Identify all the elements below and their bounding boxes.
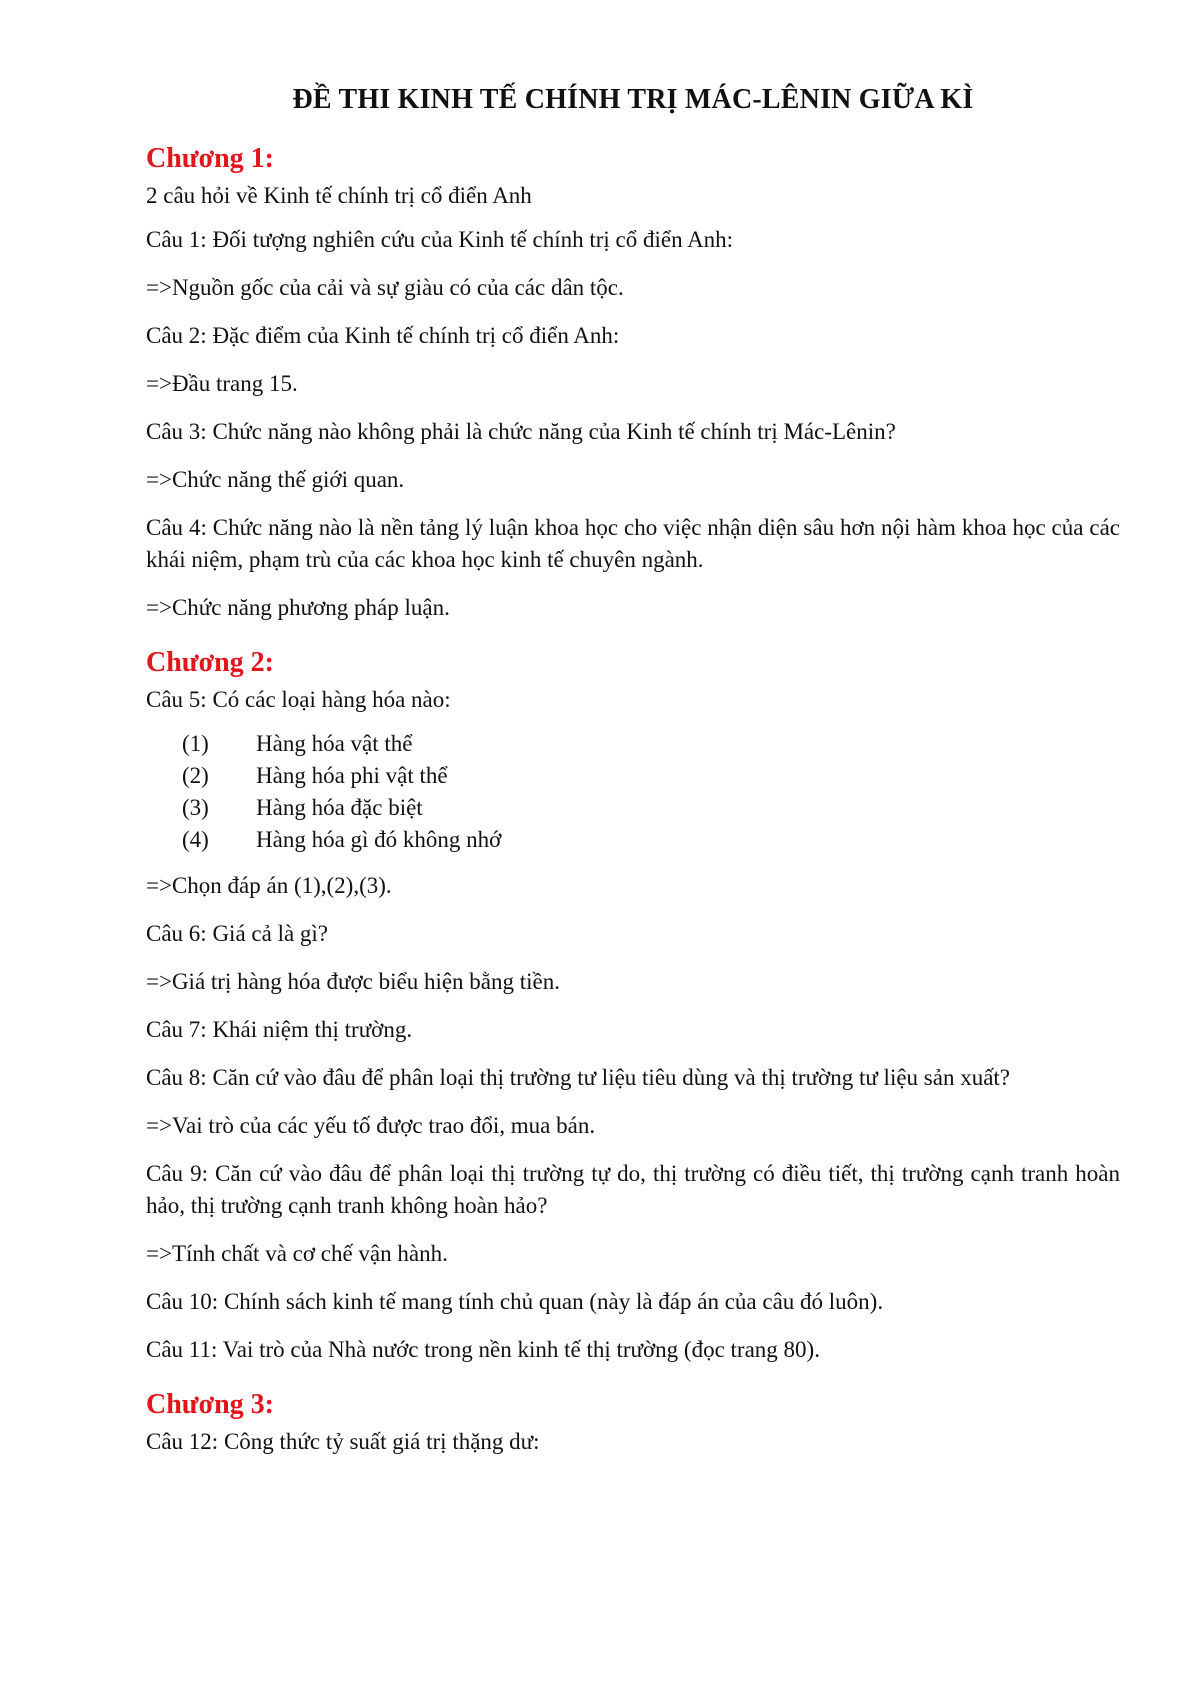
question: Câu 9: Căn cứ vào đâu để phân loại thị trường tự do, thị trường có điều tiết, thị trường cạnh tranh hoàn hảo, thị trường cạnh tranh không hoàn hảo? <box>146 1161 1120 1218</box>
question: Câu 11: Vai trò của Nhà nước trong nền kinh tế thị trường (đọc trang 80). <box>146 1337 820 1362</box>
list-item-text: Hàng hóa vật thể <box>256 731 413 756</box>
question: Câu 10: Chính sách kinh tế mang tính chủ quan (này là đáp án của câu đó luôn). <box>146 1289 884 1314</box>
answer: =>Vai trò của các yếu tố được trao đổi, mua bán. <box>146 1113 596 1138</box>
question: Câu 6: Giá cả là gì? <box>146 921 329 946</box>
list-item-number: (2) <box>182 763 209 788</box>
chapter-3-section <box>146 1388 1120 1458</box>
list-item-text: Hàng hóa đặc biệt <box>256 795 423 820</box>
question: Câu 1: Đối tượng nghiên cứu của Kinh tế chính trị cổ điển Anh: <box>146 227 734 252</box>
document-page <box>146 84 1120 1480</box>
question: Câu 4: Chức năng nào là nền tảng lý luận khoa học cho việc nhận diện sâu hơn nội hàm khoa học của các khái niệm, phạm trù của các khoa học kinh tế chuyên ngành. <box>146 515 1120 572</box>
answer: =>Nguồn gốc của cải và sự giàu có của các dân tộc. <box>146 275 624 300</box>
question: Câu 3: Chức năng nào không phải là chức năng của Kinh tế chính trị Mác-Lênin? <box>146 419 896 444</box>
list-item-number: (1) <box>182 731 209 756</box>
answer: =>Chức năng thế giới quan. <box>146 467 405 492</box>
question: Câu 2: Đặc điểm của Kinh tế chính trị cổ điển Anh: <box>146 323 620 348</box>
list-item-number: (4) <box>182 827 209 852</box>
paragraph: 2 câu hỏi về Kinh tế chính trị cổ điển Anh <box>146 183 532 208</box>
answer: =>Tính chất và cơ chế vận hành. <box>146 1241 448 1266</box>
document-title: ĐỀ THI KINH TẾ CHÍNH TRỊ MÁC-LÊNIN GIỮA KÌ <box>292 84 974 115</box>
list-item <box>182 824 1120 856</box>
list-item <box>182 728 1120 760</box>
list-item-text: Hàng hóa gì đó không nhớ <box>256 827 502 852</box>
answer: =>Giá trị hàng hóa được biểu hiện bằng tiền. <box>146 969 560 994</box>
answer: =>Đầu trang 15. <box>146 371 298 396</box>
list-item <box>182 760 1120 792</box>
question: Câu 5: Có các loại hàng hóa nào: <box>146 687 451 712</box>
list-item <box>182 792 1120 824</box>
list-item-text: Hàng hóa phi vật thể <box>256 763 448 788</box>
answer: =>Chức năng phương pháp luận. <box>146 595 450 620</box>
numbered-list <box>182 728 1120 856</box>
chapter-2-section <box>146 646 1120 1366</box>
list-item-number: (3) <box>182 795 209 820</box>
question: Câu 12: Công thức tỷ suất giá trị thặng dư: <box>146 1429 540 1454</box>
chapter-heading: Chương 3: <box>146 1389 274 1420</box>
question: Câu 8: Căn cứ vào đâu để phân loại thị trường tư liệu tiêu dùng và thị trường tư liệu sản xuất? <box>146 1065 1011 1090</box>
chapter-heading: Chương 2: <box>146 647 274 678</box>
chapter-heading: Chương 1: <box>146 143 274 174</box>
chapter-1-section <box>146 142 1120 624</box>
answer: =>Chọn đáp án (1),(2),(3). <box>146 873 392 898</box>
question: Câu 7: Khái niệm thị trường. <box>146 1017 413 1042</box>
